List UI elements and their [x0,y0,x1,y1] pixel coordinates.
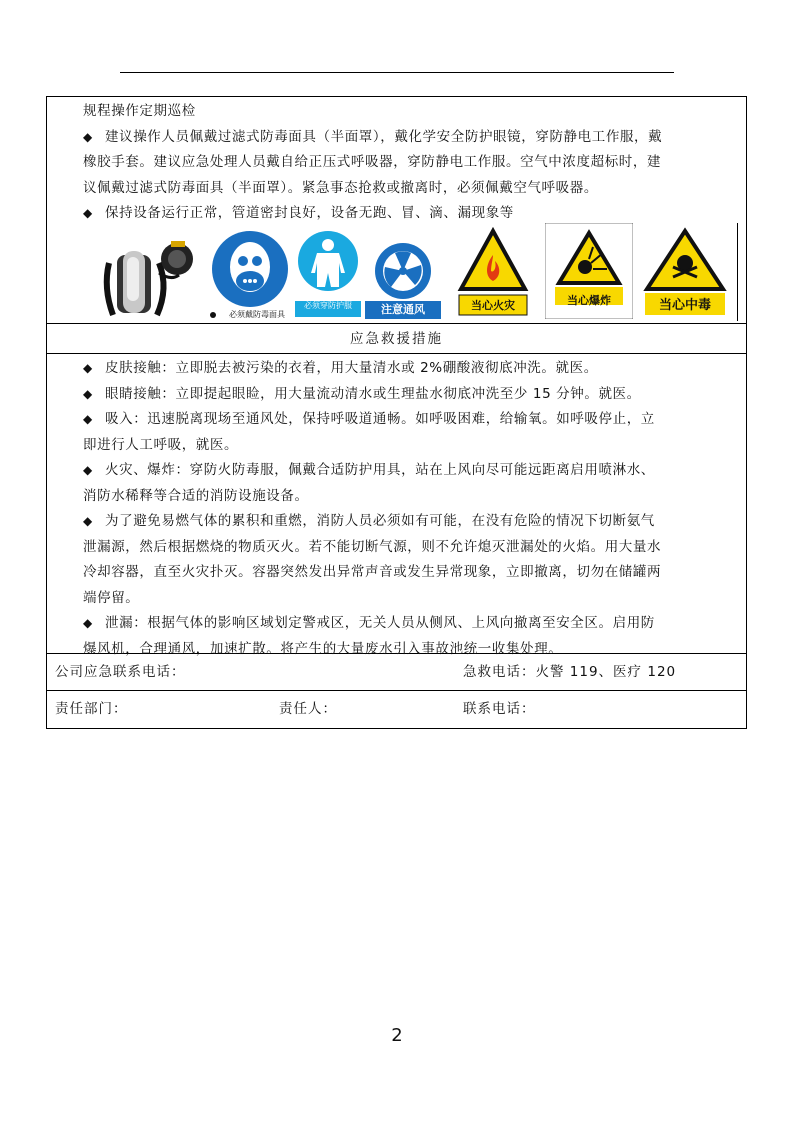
diamond-bullet-icon: ◆ [83,463,93,477]
company-phone-label: 公司应急联系电话： [55,664,186,680]
safety-signs-row [47,223,746,323]
suit-label: 必须穿防护服 [304,301,352,310]
bullet-line: ◆ 为了避免易燃气体的累积和重燃，消防人员必须如有可能，在没有危险的情况下切断氨气 [83,509,740,535]
diamond-bullet-icon: ◆ [83,616,93,630]
text-line: 消防水稀释等合适的消防设施设备。 [83,487,309,504]
bullet-line: ◆ 建议操作人员佩戴过滤式防毒面具（半面罩），戴化学安全防护眼镜，穿防静电工作服，戴 [83,125,740,151]
contact-phone-label: 联系电话： [463,701,536,717]
respirator-mandatory-icon [207,229,293,319]
text-line: 端停留。 [83,589,140,606]
text-line: 爆风机，合理通风，加速扩散。将产生的大量废水引入事故池统一收集处理。 [83,640,563,657]
text-line: 即进行人工呼吸，就医。 [83,436,239,453]
diamond-bullet-icon: ◆ [83,361,93,375]
diamond-bullet-icon: ◆ [83,129,93,144]
ventilation-label: 注意通风 [381,303,425,316]
fire-label: 当心火灾 [471,299,515,312]
respirator-label: 必须戴防毒面具 [229,310,285,319]
department-label: 责任部门： [55,701,128,717]
bullet-line: ◆ 保持设备运行正常，管道密封良好，设备无跑、冒、滴、漏现象等 [83,201,740,227]
diamond-bullet-icon: ◆ [83,412,93,426]
responsibility-row [47,691,746,728]
diamond-bullet-icon: ◆ [83,386,93,401]
safety-table [46,96,747,729]
bullet-line: ◆ 泄漏：根据气体的影响区域划定警戒区，无关人员从侧风、上风向撤离至安全区。启用防 [83,611,740,637]
emergency-measures-section [47,354,746,657]
inspection-line: 规程操作定期巡检 [83,103,196,119]
diamond-bullet-icon: ◆ [83,206,93,220]
explosion-label: 当心爆炸 [567,294,611,307]
diamond-bullet-icon: ◆ [83,514,93,528]
header-rule [120,72,674,73]
person-label: 责任人： [279,701,337,717]
bullet-line: ◆ 眼睛接触：立即提起眼睑，用大量流动清水或生理盐水彻底冲洗至少 15 分钟。就医。 [83,382,740,408]
bullet-line: ◆ 皮肤接触：立即脱去被污染的衣着，用大量清水或 2%硼酸液彻底冲洗。就医。 [83,356,740,382]
phone-row [47,654,746,691]
emergency-phone-label: 急救电话：火警 119、医疗 120 [463,664,677,680]
page-number: 2 [391,1025,403,1046]
emergency-measures-header: 应急救援措施 [47,324,746,354]
breathing-apparatus-icon [99,233,195,321]
bullet-line: ◆ 火灾、爆炸：穿防火防毒服，佩戴合适防护用具，站在上风向尽可能远距离启用喷淋水、 [83,458,740,484]
bullet-line: ◆ 吸入：迅速脱离现场至通风处，保持呼吸道通畅。如呼吸困难，给输氧。如呼吸停止，立 [83,407,740,433]
text-line: 议佩戴过滤式防毒面具（半面罩）。紧急事态抢救或撤离时，必须佩戴空气呼吸器。 [83,179,598,196]
protection-section [47,97,746,324]
text-line: 冷却容器，直至火灾扑灭。容器突然发出异常声音或发生异常现象，立即撤离，切勿在储罐两 [83,564,662,580]
text-line: 橡胶手套。建议应急处理人员戴自给正压式呼吸器，穿防静电工作服。空气中浓度超标时，建 [83,154,662,170]
poison-label: 当心中毒 [658,298,711,313]
text-line: 泄漏源，然后根据燃烧的物质灭火。若不能切断气源，则不允许熄灭泄漏处的火焰。用大量水 [83,538,662,555]
divider [737,223,738,321]
